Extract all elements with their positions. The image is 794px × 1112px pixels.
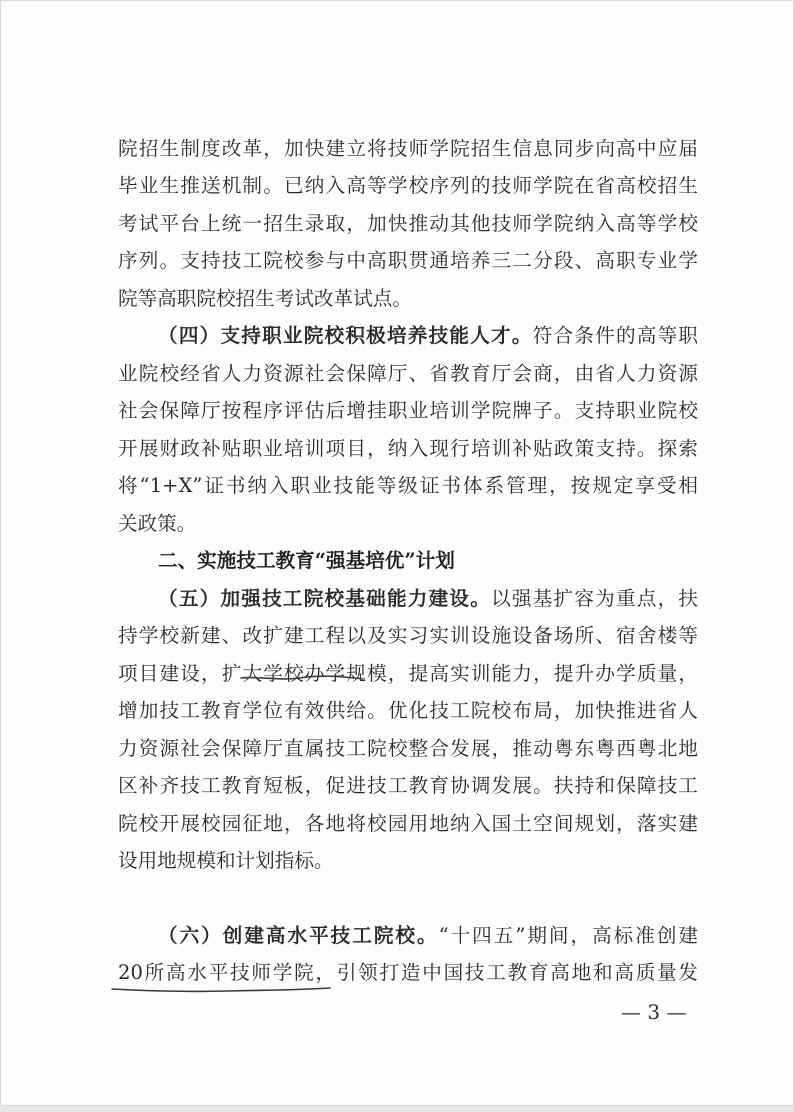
paragraph-line <box>158 582 698 616</box>
paragraph-line <box>158 919 698 953</box>
page-bottom-edge <box>0 1106 794 1112</box>
text-line: 院等高职院校招生考试改革试点。 <box>118 287 412 310</box>
text-line: 院招生制度改革，加快建立将技师学院招生信息同步向高中应届 <box>118 137 698 160</box>
text-line: 开展财政补贴职业培训项目，纳入现行培训补贴政策支持。探索 <box>118 437 698 460</box>
text-line: 增加技工教育学位有效供给。优化技工院校布局，加快推进省人 <box>118 699 698 722</box>
text-line: 将“1+X”证书纳入职业技能等级证书体系管理，按规定享受相 <box>118 474 698 497</box>
text-line: 序列。支持技工院校参与中高职贯通培养三二分段、高职专业学 <box>118 249 698 272</box>
clause-text: “十四五”期间，高标准创建 <box>438 924 699 947</box>
text-line: 力资源社会保障厅直属技工院校整合发展，推动粤东粤西粤北地 <box>118 737 698 760</box>
text-line: 20所高水平技师学院，引领打造中国技工教育高地和高质量发 <box>118 961 698 984</box>
text-line: 社会保障厅按程序评估后增挂职业培训学院牌子。支持职业院校 <box>118 399 698 422</box>
text-line: 院校开展校园征地，各地将校园用地纳入国土空间规划，落实建 <box>118 812 698 835</box>
text-line: 区补齐技工教育短板，促进技工教育协调发展。扶持和保障技工 <box>118 774 698 797</box>
paragraph-line <box>158 319 698 353</box>
text-line: 毕业生推送机制。已纳入高等学校序列的技师学院在省高校招生 <box>118 174 698 197</box>
section-heading: 二、实施技工教育“强基培优”计划 <box>158 549 455 572</box>
clause-text: 符合条件的高等职 <box>532 324 699 347</box>
text-line: 设用地规模和计划指标。 <box>118 849 334 872</box>
text-line: 项目建设，扩大学校办学规模，提高实训能力，提升办学质量， <box>118 662 698 685</box>
clause-text: 以强基扩容为重点，扶 <box>491 587 699 610</box>
page-number: — 3 — <box>621 1000 687 1024</box>
text-line: 业院校经省人力资源社会保障厅、省教育厅会商，由省人力资源 <box>118 362 698 385</box>
clause-heading: （五）加强技工院校基础能力建设。 <box>158 587 492 610</box>
text-line: 关政策。 <box>118 512 197 535</box>
text-line: 持学校新建、改扩建工程以及实习实训设施设备场所、宿舍楼等 <box>118 624 698 647</box>
clause-heading: （四）支持职业院校积极培养技能人才。 <box>158 324 533 347</box>
clause-heading: （六）创建高水平技工院校。 <box>158 924 439 947</box>
text-line: 考试平台上统一招生录取，加快推动其他技师学院纳入高等学校 <box>118 212 698 235</box>
